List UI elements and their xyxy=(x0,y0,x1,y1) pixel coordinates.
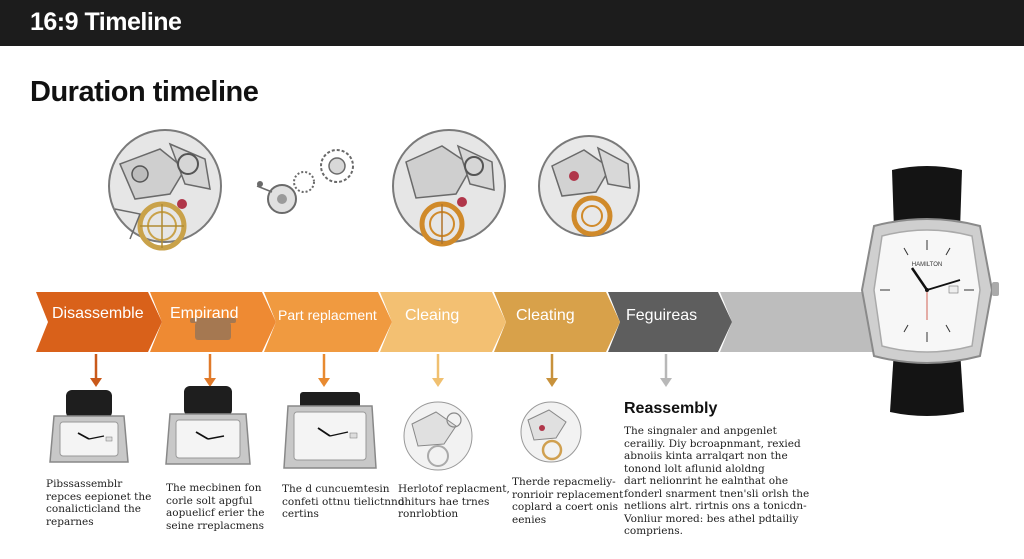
page-title: Duration timeline xyxy=(30,76,259,108)
stage-label-empirand: Empirand xyxy=(170,305,239,322)
stage-caption-1: Pibssassemblr repces eepionet the conalicticland the reparnes xyxy=(46,478,152,528)
stage-label-part-replacment: Part replacment xyxy=(278,307,377,323)
reassembly-title: Reassembly xyxy=(624,400,718,417)
watch-thumbnail-3 xyxy=(280,392,380,478)
stage-label-cleating: Cleating xyxy=(516,307,575,324)
down-arrow-icon xyxy=(203,354,217,388)
stage-caption-6: The singnaler and anpgenlet cerailiy. Diy bcroapnmant, rexied abnoiis kinta arralqart non the tonond lolt aflunid aloldng dart nelionrint he ealnthat ohe fonderl snarment tnen'sli orlsh the netlions alrt. rirtnis ons a tonicdn- Vonliur mored: bes athel pdtailiy compriens. xyxy=(624,425,810,537)
stage-label-cleaing: Cleaing xyxy=(405,307,460,324)
stage-label-feguireas: Feguireas xyxy=(626,307,698,324)
down-arrow-icon xyxy=(659,354,673,388)
down-arrow-icon xyxy=(431,354,445,388)
watch-brand-text: HAMILTON xyxy=(911,262,943,268)
watch-thumbnail-1 xyxy=(44,390,134,476)
movement-thumbnail-2 xyxy=(516,398,586,468)
down-arrow-icon xyxy=(545,354,559,388)
watch-thumbnail-2 xyxy=(160,386,256,476)
stage-caption-5: Therde repacmeliy- ronrioir replacement coplard a coert onis eenies xyxy=(512,476,624,526)
hamilton-watch-image xyxy=(852,160,1002,420)
down-arrow-icon xyxy=(317,354,331,388)
stage-label-disassemble: Disassemble xyxy=(52,305,144,322)
down-arrow-icon xyxy=(89,354,103,388)
stage-caption-2: The mecbinen fon corle solt apgful aopuelicf erier the seine rreplacmens xyxy=(166,482,265,532)
movement-thumbnail-1 xyxy=(398,398,478,474)
stage-caption-4: Herlotof replacment, ohiturs hae trnes ronrlobtion xyxy=(398,483,510,520)
window-title: 16:9 Timeline xyxy=(30,8,182,36)
stage-caption-3: The d cuncuemtesin confeti ottnu tielictnnd certins xyxy=(282,483,405,520)
